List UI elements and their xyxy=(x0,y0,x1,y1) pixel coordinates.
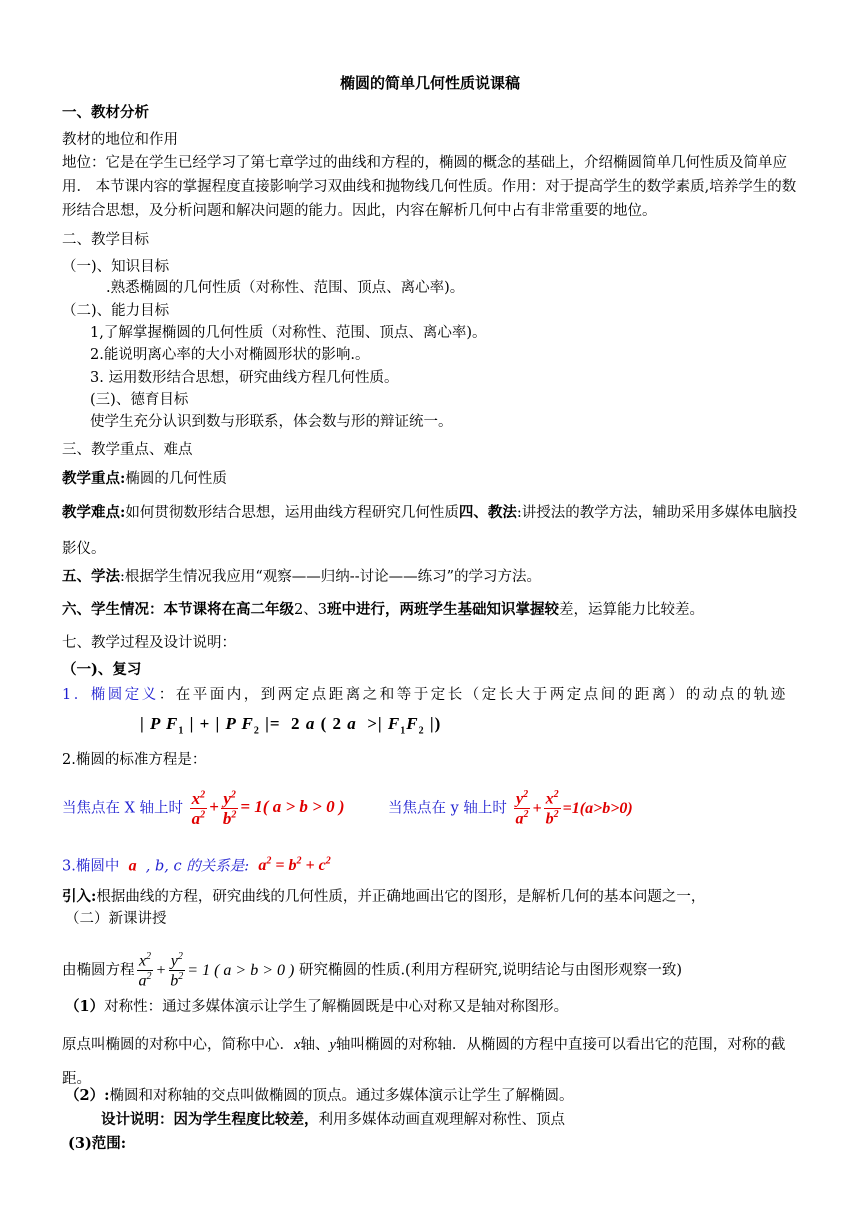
center-paragraph: 原点叫椭圆的对称中心，简称中心．x轴、y轴叫椭圆的对称轴．从椭圆的方程中直接可以看出它的范围，对称的截距。 xyxy=(62,1037,786,1087)
section-1-heading: 一、教材分析 xyxy=(62,104,149,121)
ellipse-definition xyxy=(62,685,788,705)
design-note-text: 利用多媒体动画直观理解对称性、顶点 xyxy=(318,1112,565,1128)
student-info-e: 两 xyxy=(399,601,414,618)
focus-x-equation: $\frac{x^2}{a^2}$ + $\frac{y^2}{b^2}$ = 1( a > b > 0 ) xyxy=(191,789,345,828)
definition-label: 椭圆定义 xyxy=(90,687,159,703)
vertex-text: 椭圆和对称轴的交点叫做椭圆的顶点。通过多媒体演示让学生了解椭圆。 xyxy=(109,1088,574,1104)
center-text-a: 原点叫椭圆的对称中心，简称中心． xyxy=(62,1037,294,1053)
section-6 xyxy=(62,600,704,620)
difficulty-label: 教学难点: xyxy=(62,504,126,521)
difficulty-text: 如何贯彻数形结合思想，运用曲线方程研究几何性质 xyxy=(125,505,459,521)
range-heading: (3)范围: xyxy=(68,1135,127,1152)
abc-relation: 3.椭圆中 a , b, c 的关系是: $a^2 = b^2 + c^2$ xyxy=(62,856,331,875)
study-method-label: 五、学法 xyxy=(62,568,120,585)
student-info-g: 差，运算能力比较差。 xyxy=(558,602,704,618)
knowledge-goal: （一)、知识目标 xyxy=(62,259,170,275)
method-text: :讲授法的教学方法，辅助采用多媒体电脑投影仪。 xyxy=(62,505,798,557)
moral-goal-1: 使学生充分认识到数与形联系，体会数与形的辩证统一。 xyxy=(90,414,453,430)
relation-label-a: 3.椭圆中 xyxy=(62,858,120,875)
relation-label-b: , b, c 的关系是: xyxy=(145,858,250,875)
student-info-d: 中进行， xyxy=(341,601,400,618)
key-point-label: 教学重点: xyxy=(62,470,126,487)
student-info-b: 2、3 xyxy=(294,602,327,618)
intro-label: 引入: xyxy=(62,888,97,905)
section-1-paragraph: 地位：它是在学生已经学习了第七章学过的曲线和方程的，椭圆的概念的基础上，介绍椭圆简单几何性质及简单应用． 本节课内容的掌握程度直接影响学习双曲线和抛物线几何性质。作用：对于提高学生的数学素质,培养学生的数形结合思想，及分析问题和解决问题的能力。因此，内容在解析几何中占有非常重要的地位。 xyxy=(62,155,797,219)
ability-goal-3: 3. 运用数形结合思想，研究曲线方程几何性质。 xyxy=(90,370,399,386)
vertex-row xyxy=(65,1086,573,1106)
definition-formula: | P $F_1$ | + | P $F_2$ |= 2 a ( 2 a >| $F_1F_2$ |) xyxy=(140,714,442,737)
center-text-c: 轴叫椭圆的对称轴．从椭圆的方程中直接可以看出它的范围，对称的截距。 xyxy=(62,1037,786,1087)
definition-text: ：在平面内，到两定点距离之和等于定长（定长大于两定点间的距离）的动点的轨迹 xyxy=(158,687,788,703)
ability-goal-2: 2.能说明离心率的大小对椭圆形状的影响.。 xyxy=(90,347,370,363)
symmetry-text: 对称性：通过多媒体演示让学生了解椭圆既是中心对称又是轴对称图形。 xyxy=(104,999,569,1015)
page-title: 椭圆的简单几何性质说课稿 xyxy=(339,74,520,92)
knowledge-goal-1: .熟悉椭圆的几何性质（对称性、范围、顶点、离心率)。 xyxy=(106,280,465,296)
section-2-heading: 二、教学目标 xyxy=(62,232,149,248)
symmetry-row xyxy=(65,997,568,1017)
study-text-a: 由椭圆方程 xyxy=(62,962,135,979)
study-text-b: 研究椭圆的性质.(利用方程研究,说明结论与由图形观察一致) xyxy=(298,962,682,979)
intro-text: 根据曲线的方程，研究曲线的几何性质，并正确地画出它的图形，是解析几何的基本问题之一， xyxy=(96,889,706,905)
standard-equation-label: 2.椭圆的标准方程是： xyxy=(62,752,207,768)
ability-goal-1: 1,了解掌握椭圆的几何性质（对称性、范围、顶点、离心率)。 xyxy=(90,325,487,341)
key-point xyxy=(62,469,227,489)
center-text-b: 轴、 xyxy=(300,1037,330,1053)
section-7-heading: 七、教学过程及设计说明： xyxy=(62,635,236,651)
intro-row xyxy=(62,887,705,907)
moral-goal: (三)、德育目标 xyxy=(90,392,189,408)
student-info-c: 班 xyxy=(326,601,342,618)
design-note-label: 设计说明：因为学生程度比较差， xyxy=(101,1111,319,1128)
definition-number: 1． xyxy=(62,687,91,703)
new-lesson-heading: （二）新课讲授 xyxy=(65,911,167,927)
focus-y-equation: $\frac{y^2}{a^2}$ + $\frac{x^2}{b^2}$ =1(a>b>0) xyxy=(515,789,633,828)
study-equation: $\frac{x^2}{a^2}$ + $\frac{y^2}{b^2}$ = 1 ( a > b > 0 ) xyxy=(138,951,295,990)
section-3-heading: 三、教学重点、难点 xyxy=(62,442,193,458)
student-info-a: 六、学生情况：本节课将在高二年级 xyxy=(62,601,294,618)
section-5 xyxy=(62,567,541,587)
focus-x-label: 当焦点在 X 轴上时 xyxy=(62,800,184,817)
focus-x-row xyxy=(62,790,344,827)
vertex-label: （2）: xyxy=(65,1087,110,1104)
key-point-text: 椭圆的几何性质 xyxy=(125,471,227,487)
method-label: 四、教法 xyxy=(458,504,517,521)
study-row xyxy=(62,952,682,990)
ability-goal: （二)、能力目标 xyxy=(62,303,170,319)
study-method-text: :根据学生情况我应用“观察——归纳--讨论——练习”的学习方法。 xyxy=(120,569,542,585)
design-note xyxy=(101,1110,565,1130)
review-heading: （一)、复习 xyxy=(62,661,142,678)
student-info-f: 班学生基础知识掌握较 xyxy=(413,601,559,618)
focus-y-row xyxy=(388,790,633,828)
section-1-sub: 教材的地位和作用 xyxy=(62,132,178,148)
focus-y-label: 当焦点在 y 轴上时 xyxy=(388,800,507,817)
difficulty-paragraph xyxy=(62,495,800,567)
symmetry-label: （1） xyxy=(65,998,105,1015)
relation-formula: $a^2 = b^2 + c^2$ xyxy=(258,856,331,875)
